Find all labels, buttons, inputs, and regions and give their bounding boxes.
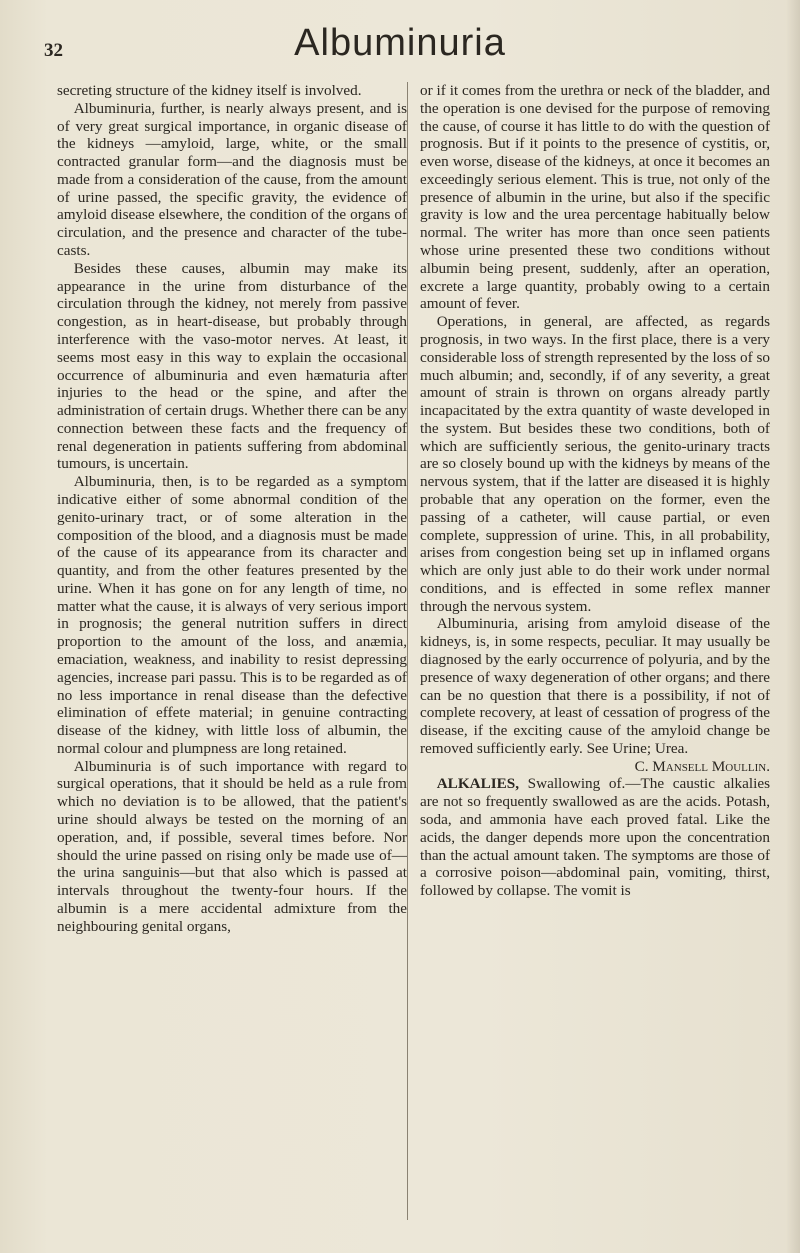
column-divider — [407, 82, 408, 1220]
paragraph: or if it comes from the urethra or neck of the bladder, and the operation is one devised for the purpose of removing the cause, of course it has little to do with the question of prognosis. But if it points to the presence of cystitis, or, even worse, disease of the kidneys, at once it becomes an exceedingly serious element. This is true, not only of the presence of albumin in the urine, but also if the specific gravity is low and the urea percentage habitually below normal. The writer has more than once seen patients whose urine presented these two conditions without albumin being present, suddenly, after an operation, excrete a large quantity, probably owing to a certain amount of fever. — [420, 82, 770, 313]
paragraph: Albuminuria is of such importance with regard to surgical operations, that it should be held as a rule from which no deviation is to be allowed, that the patient's urine should always be tested on the morning of an operation, and, if possible, several times before. Nor should the urine passed on rising only be made use of—the urina sanguinis—but that also which is passed at intervals throughout the twenty-four hours. If the albumin is a mere accidental admixture from the neighbouring genital organs, — [57, 757, 407, 935]
paragraph: Besides these causes, albumin may make its appearance in the urine from disturbance of the circulation through the kidney, not merely from passive congestion, as in heart-disease, but probably through interference with the vaso-motor nerves. At least, it seems most easy in this way to explain the occasional occurrence of albuminuria and even hæmaturia after injuries to the head or the spine, and after the administration of certain drugs. Whether there can be any connection between these facts and the frequency of renal degeneration in patients suffering from abdominal tumours, is uncertain. — [57, 259, 407, 473]
paragraph: Albuminuria, then, is to be regarded as a symptom indicative either of some abnormal condition of the genito-urinary tract, or of some alteration in the composition of the blood, and a diagnosis must be made of the cause of its appearance from its character and quantity, and from the other features presented by the urine. When it has gone on for any length of time, no matter what the cause, it is always of very serious import in prognosis; the general nutrition suffers in direct proportion to the amount of the loss, and anæmia, emaciation, weakness, and inability to resist depressing agencies, increase pari passu. This is to be regarded as of no less importance in renal disease than the defective elimination of effete material; in genuine contracting disease of the kidney, with little loss of albumin, the normal colour and plumpness are long retained. — [57, 473, 407, 757]
paragraph: Albuminuria, further, is nearly always present, and is of very great surgical importance, in organic disease of the kidneys —amyloid, large, white, or the small contracted granular form—and the diagnosis must be made from a consideration of the cause, from the amount of urine passed, the specific gravity, the evidence of amyloid disease elsewhere, the condition of the organs of circulation, and the presence and character of the tube-casts. — [57, 99, 407, 260]
page-number: 32 — [44, 40, 63, 61]
entry-heading: ALKALIES, — [436, 775, 520, 793]
left-column — [57, 82, 407, 936]
paragraph: Albuminuria, arising from amyloid disease of the kidneys, is, in some respects, peculiar. It may usually be diagnosed by the early occurrence of polyuria, and by the presence of waxy degeneration of other organs; and there can be no question that there is a possibility, if not of complete recovery, at least of cessation of progress of the disease, if the exciting cause of the amyloid change be removed sufficiently early. See Urine; Urea. — [420, 615, 770, 757]
running-title: Albuminuria — [294, 22, 506, 64]
right-column — [420, 82, 770, 900]
paragraph: Operations, in general, are affected, as regards prognosis, in two ways. In the first place, there is a very considerable loss of strength represented by the loss of so much albumin; and, secondly, if of any severity, a great amount of strain is thrown on organs already partly incapacitated by the extra quantity of waste developed in the system. But besides these two conditions, both of which are sufficiently serious, the genito-urinary tracts are so closely bound up with the kidneys by means of the nervous system, that if the latter are diseased it is highly probable that any operation on the former, even the passing of a catheter, will cause partial, or even complete, suppression of urine. This, in all probability, arises from congestion being set up in inflamed organs which are only just able to do their work under normal conditions, and is effected in some reflex manner through the nervous system. — [420, 313, 770, 615]
entry-text: Swallowing of.—The caustic alkalies are not so frequently swallowed as are the acids. Potash, soda, and ammonia have each proved fatal. Like the acids, the danger depends more upon the concentration than the actual amount taken. The symptoms are those of a corrosive poison—abdominal pain, vomiting, thirst, followed by collapse. The vomit is — [420, 775, 770, 900]
entry-alkalies — [420, 775, 770, 899]
paragraph: secreting structure of the kidney itself is involved. — [57, 82, 362, 99]
author-signature: C. Mansell Moullin. — [634, 757, 770, 775]
